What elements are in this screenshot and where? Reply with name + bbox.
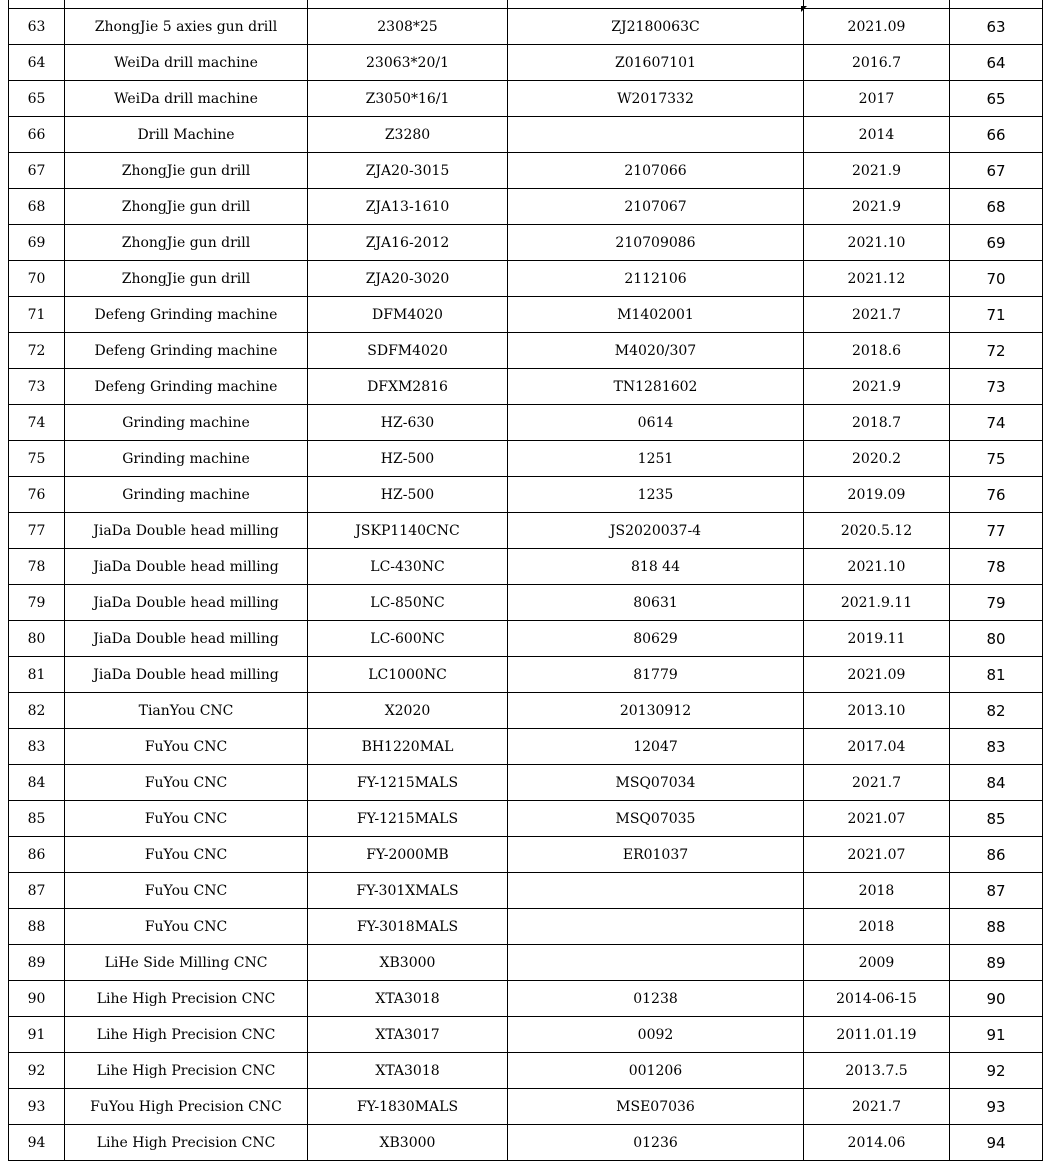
table-row	[9, 1089, 1043, 1125]
model-cell: Z3280	[308, 117, 508, 153]
code-cell: 92	[950, 1053, 1043, 1089]
date-cell: 2018.6	[804, 333, 950, 369]
date-cell: 2011.01.19	[804, 1017, 950, 1053]
equipment-name-cell: Lihe High Precision CNC	[65, 1053, 308, 1089]
code-cell: 90	[950, 981, 1043, 1017]
row-number-cell: 75	[9, 441, 65, 477]
serial-number-cell: 01238	[508, 981, 804, 1017]
table-row	[9, 549, 1043, 585]
serial-number-cell: M4020/307	[508, 333, 804, 369]
model-cell: FY-3018MALS	[308, 909, 508, 945]
serial-number-cell: 20130912	[508, 693, 804, 729]
table-row	[9, 513, 1043, 549]
equipment-name-cell: Defeng Grinding machine	[65, 369, 308, 405]
row-number-cell: 89	[9, 945, 65, 981]
code-cell: 94	[950, 1125, 1043, 1161]
model-cell: FY-1215MALS	[308, 801, 508, 837]
serial-number-cell: MSE07036	[508, 1089, 804, 1125]
table-row	[9, 729, 1043, 765]
table-cell	[308, 0, 508, 9]
equipment-name-cell: FuYou CNC	[65, 909, 308, 945]
date-cell: 2021.07	[804, 801, 950, 837]
code-cell: 81	[950, 657, 1043, 693]
serial-number-cell	[508, 873, 804, 909]
model-cell: HZ-500	[308, 477, 508, 513]
code-cell: 79	[950, 585, 1043, 621]
table-row	[9, 693, 1043, 729]
date-cell: 2021.9	[804, 369, 950, 405]
row-number-cell: 68	[9, 189, 65, 225]
table-row	[9, 981, 1043, 1017]
code-cell: 67	[950, 153, 1043, 189]
row-number-cell: 85	[9, 801, 65, 837]
model-cell: 2308*25	[308, 9, 508, 45]
equipment-name-cell: TianYou CNC	[65, 693, 308, 729]
equipment-name-cell: JiaDa Double head milling	[65, 585, 308, 621]
table-row	[9, 369, 1043, 405]
serial-number-cell: 1251	[508, 441, 804, 477]
date-cell: 2014	[804, 117, 950, 153]
row-number-cell: 70	[9, 261, 65, 297]
code-cell: 68	[950, 189, 1043, 225]
code-cell: 74	[950, 405, 1043, 441]
table-cell	[508, 0, 804, 9]
code-cell: 63	[950, 9, 1043, 45]
date-cell: 2018.7	[804, 405, 950, 441]
model-cell: DFM4020	[308, 297, 508, 333]
equipment-name-cell: FuYou CNC	[65, 837, 308, 873]
date-cell: 2014.06	[804, 1125, 950, 1161]
serial-number-cell: M1402001	[508, 297, 804, 333]
equipment-name-cell: Grinding machine	[65, 441, 308, 477]
equipment-name-cell: Lihe High Precision CNC	[65, 1017, 308, 1053]
code-cell: 84	[950, 765, 1043, 801]
table-row	[9, 405, 1043, 441]
serial-number-cell: 2107066	[508, 153, 804, 189]
code-cell: 91	[950, 1017, 1043, 1053]
equipment-name-cell: LiHe Side Milling CNC	[65, 945, 308, 981]
model-cell: ZJA16-2012	[308, 225, 508, 261]
serial-number-cell: ER01037	[508, 837, 804, 873]
cell-comment-marker	[801, 6, 807, 12]
equipment-name-cell: FuYou CNC	[65, 801, 308, 837]
table-row	[9, 333, 1043, 369]
model-cell: JSKP1140CNC	[308, 513, 508, 549]
model-cell: XTA3017	[308, 1017, 508, 1053]
row-number-cell: 91	[9, 1017, 65, 1053]
code-cell: 76	[950, 477, 1043, 513]
table-row	[9, 441, 1043, 477]
serial-number-cell: 80631	[508, 585, 804, 621]
row-number-cell: 73	[9, 369, 65, 405]
table-row	[9, 657, 1043, 693]
equipment-name-cell: Defeng Grinding machine	[65, 297, 308, 333]
row-number-cell: 77	[9, 513, 65, 549]
equipment-name-cell: JiaDa Double head milling	[65, 549, 308, 585]
date-cell: 2021.09	[804, 9, 950, 45]
date-cell: 2009	[804, 945, 950, 981]
serial-number-cell: 2107067	[508, 189, 804, 225]
row-number-cell: 92	[9, 1053, 65, 1089]
equipment-name-cell: ZhongJie gun drill	[65, 261, 308, 297]
code-cell: 93	[950, 1089, 1043, 1125]
code-cell: 86	[950, 837, 1043, 873]
table-row	[9, 1125, 1043, 1161]
table-row	[9, 9, 1043, 45]
table-row	[9, 189, 1043, 225]
code-cell: 73	[950, 369, 1043, 405]
date-cell: 2021.09	[804, 657, 950, 693]
code-cell: 89	[950, 945, 1043, 981]
equipment-name-cell: Grinding machine	[65, 477, 308, 513]
date-cell: 2020.2	[804, 441, 950, 477]
serial-number-cell: Z01607101	[508, 45, 804, 81]
row-number-cell: 94	[9, 1125, 65, 1161]
date-cell: 2017	[804, 81, 950, 117]
equipment-name-cell: Drill Machine	[65, 117, 308, 153]
model-cell: FY-2000MB	[308, 837, 508, 873]
equipment-name-cell: ZhongJie gun drill	[65, 189, 308, 225]
model-cell: X2020	[308, 693, 508, 729]
model-cell: FY-301XMALS	[308, 873, 508, 909]
row-number-cell: 64	[9, 45, 65, 81]
model-cell: HZ-500	[308, 441, 508, 477]
serial-number-cell: JS2020037-4	[508, 513, 804, 549]
model-cell: LC-850NC	[308, 585, 508, 621]
date-cell: 2021.12	[804, 261, 950, 297]
model-cell: BH1220MAL	[308, 729, 508, 765]
table-row	[9, 477, 1043, 513]
model-cell: ZJA13-1610	[308, 189, 508, 225]
code-cell: 87	[950, 873, 1043, 909]
table-row	[9, 801, 1043, 837]
equipment-name-cell: ZhongJie gun drill	[65, 225, 308, 261]
code-cell: 69	[950, 225, 1043, 261]
table-row-partial	[9, 0, 1043, 9]
row-number-cell: 83	[9, 729, 65, 765]
serial-number-cell	[508, 117, 804, 153]
equipment-name-cell: FuYou CNC	[65, 873, 308, 909]
row-number-cell: 72	[9, 333, 65, 369]
model-cell: HZ-630	[308, 405, 508, 441]
row-number-cell: 88	[9, 909, 65, 945]
serial-number-cell	[508, 945, 804, 981]
model-cell: ZJA20-3015	[308, 153, 508, 189]
code-cell: 66	[950, 117, 1043, 153]
equipment-name-cell: WeiDa drill machine	[65, 81, 308, 117]
code-cell: 70	[950, 261, 1043, 297]
row-number-cell: 67	[9, 153, 65, 189]
serial-number-cell: ZJ2180063C	[508, 9, 804, 45]
table-row	[9, 45, 1043, 81]
code-cell: 77	[950, 513, 1043, 549]
code-cell: 88	[950, 909, 1043, 945]
date-cell: 2016.7	[804, 45, 950, 81]
date-cell: 2021.7	[804, 297, 950, 333]
equipment-name-cell: Lihe High Precision CNC	[65, 1125, 308, 1161]
date-cell: 2019.09	[804, 477, 950, 513]
serial-number-cell: 001206	[508, 1053, 804, 1089]
equipment-name-cell: Defeng Grinding machine	[65, 333, 308, 369]
equipment-name-cell: FuYou CNC	[65, 729, 308, 765]
row-number-cell: 87	[9, 873, 65, 909]
equipment-name-cell: Grinding machine	[65, 405, 308, 441]
serial-number-cell: 0092	[508, 1017, 804, 1053]
table-row	[9, 621, 1043, 657]
serial-number-cell: TN1281602	[508, 369, 804, 405]
row-number-cell: 76	[9, 477, 65, 513]
row-number-cell: 90	[9, 981, 65, 1017]
equipment-name-cell: Lihe High Precision CNC	[65, 981, 308, 1017]
serial-number-cell: 0614	[508, 405, 804, 441]
model-cell: FY-1830MALS	[308, 1089, 508, 1125]
code-cell: 78	[950, 549, 1043, 585]
model-cell: ZJA20-3020	[308, 261, 508, 297]
row-number-cell: 69	[9, 225, 65, 261]
equipment-table-body	[9, 0, 1043, 1161]
model-cell: LC1000NC	[308, 657, 508, 693]
date-cell: 2021.7	[804, 765, 950, 801]
serial-number-cell: 2112106	[508, 261, 804, 297]
serial-number-cell: 81779	[508, 657, 804, 693]
row-number-cell: 93	[9, 1089, 65, 1125]
model-cell: LC-600NC	[308, 621, 508, 657]
serial-number-cell: 818 44	[508, 549, 804, 585]
date-cell: 2014-06-15	[804, 981, 950, 1017]
model-cell: Z3050*16/1	[308, 81, 508, 117]
serial-number-cell: 01236	[508, 1125, 804, 1161]
table-row	[9, 765, 1043, 801]
model-cell: DFXM2816	[308, 369, 508, 405]
table-row	[9, 1053, 1043, 1089]
table-row	[9, 117, 1043, 153]
code-cell: 85	[950, 801, 1043, 837]
equipment-name-cell: JiaDa Double head milling	[65, 657, 308, 693]
equipment-table	[8, 0, 1043, 1161]
serial-number-cell	[508, 909, 804, 945]
row-number-cell: 63	[9, 9, 65, 45]
table-row	[9, 909, 1043, 945]
row-number-cell: 80	[9, 621, 65, 657]
date-cell: 2021.10	[804, 549, 950, 585]
code-cell: 75	[950, 441, 1043, 477]
serial-number-cell: 80629	[508, 621, 804, 657]
row-number-cell: 66	[9, 117, 65, 153]
table-row	[9, 153, 1043, 189]
date-cell: 2021.7	[804, 1089, 950, 1125]
date-cell: 2021.9	[804, 189, 950, 225]
code-cell: 71	[950, 297, 1043, 333]
date-cell: 2021.07	[804, 837, 950, 873]
model-cell: XTA3018	[308, 981, 508, 1017]
table-row	[9, 261, 1043, 297]
equipment-name-cell: JiaDa Double head milling	[65, 513, 308, 549]
date-cell: 2018	[804, 873, 950, 909]
serial-number-cell: 210709086	[508, 225, 804, 261]
model-cell: 23063*20/1	[308, 45, 508, 81]
row-number-cell: 84	[9, 765, 65, 801]
date-cell: 2019.11	[804, 621, 950, 657]
date-cell: 2020.5.12	[804, 513, 950, 549]
code-cell: 83	[950, 729, 1043, 765]
serial-number-cell: MSQ07034	[508, 765, 804, 801]
row-number-cell: 82	[9, 693, 65, 729]
date-cell: 2017.04	[804, 729, 950, 765]
table-cell	[950, 0, 1043, 9]
date-cell: 2013.10	[804, 693, 950, 729]
table-row	[9, 81, 1043, 117]
row-number-cell: 71	[9, 297, 65, 333]
code-cell: 80	[950, 621, 1043, 657]
serial-number-cell: 12047	[508, 729, 804, 765]
code-cell: 82	[950, 693, 1043, 729]
date-cell: 2021.10	[804, 225, 950, 261]
row-number-cell: 74	[9, 405, 65, 441]
row-number-cell: 81	[9, 657, 65, 693]
equipment-name-cell: ZhongJie gun drill	[65, 153, 308, 189]
equipment-name-cell: FuYou CNC	[65, 765, 308, 801]
table-row	[9, 837, 1043, 873]
row-number-cell: 79	[9, 585, 65, 621]
table-cell	[804, 0, 950, 9]
code-cell: 64	[950, 45, 1043, 81]
row-number-cell: 78	[9, 549, 65, 585]
table-row	[9, 585, 1043, 621]
date-cell: 2013.7.5	[804, 1053, 950, 1089]
model-cell: FY-1215MALS	[308, 765, 508, 801]
equipment-name-cell: WeiDa drill machine	[65, 45, 308, 81]
equipment-name-cell: JiaDa Double head milling	[65, 621, 308, 657]
equipment-name-cell: ZhongJie 5 axies gun drill	[65, 9, 308, 45]
table-row	[9, 945, 1043, 981]
serial-number-cell: 1235	[508, 477, 804, 513]
date-cell: 2018	[804, 909, 950, 945]
date-cell: 2021.9.11	[804, 585, 950, 621]
table-row	[9, 297, 1043, 333]
model-cell: LC-430NC	[308, 549, 508, 585]
code-cell: 72	[950, 333, 1043, 369]
row-number-cell: 86	[9, 837, 65, 873]
table-row	[9, 225, 1043, 261]
model-cell: XTA3018	[308, 1053, 508, 1089]
model-cell: XB3000	[308, 1125, 508, 1161]
table-cell	[9, 0, 65, 9]
model-cell: SDFM4020	[308, 333, 508, 369]
table-cell	[65, 0, 308, 9]
serial-number-cell: W2017332	[508, 81, 804, 117]
model-cell: XB3000	[308, 945, 508, 981]
table-row	[9, 873, 1043, 909]
serial-number-cell: MSQ07035	[508, 801, 804, 837]
equipment-name-cell: FuYou High Precision CNC	[65, 1089, 308, 1125]
row-number-cell: 65	[9, 81, 65, 117]
code-cell: 65	[950, 81, 1043, 117]
date-cell: 2021.9	[804, 153, 950, 189]
table-row	[9, 1017, 1043, 1053]
